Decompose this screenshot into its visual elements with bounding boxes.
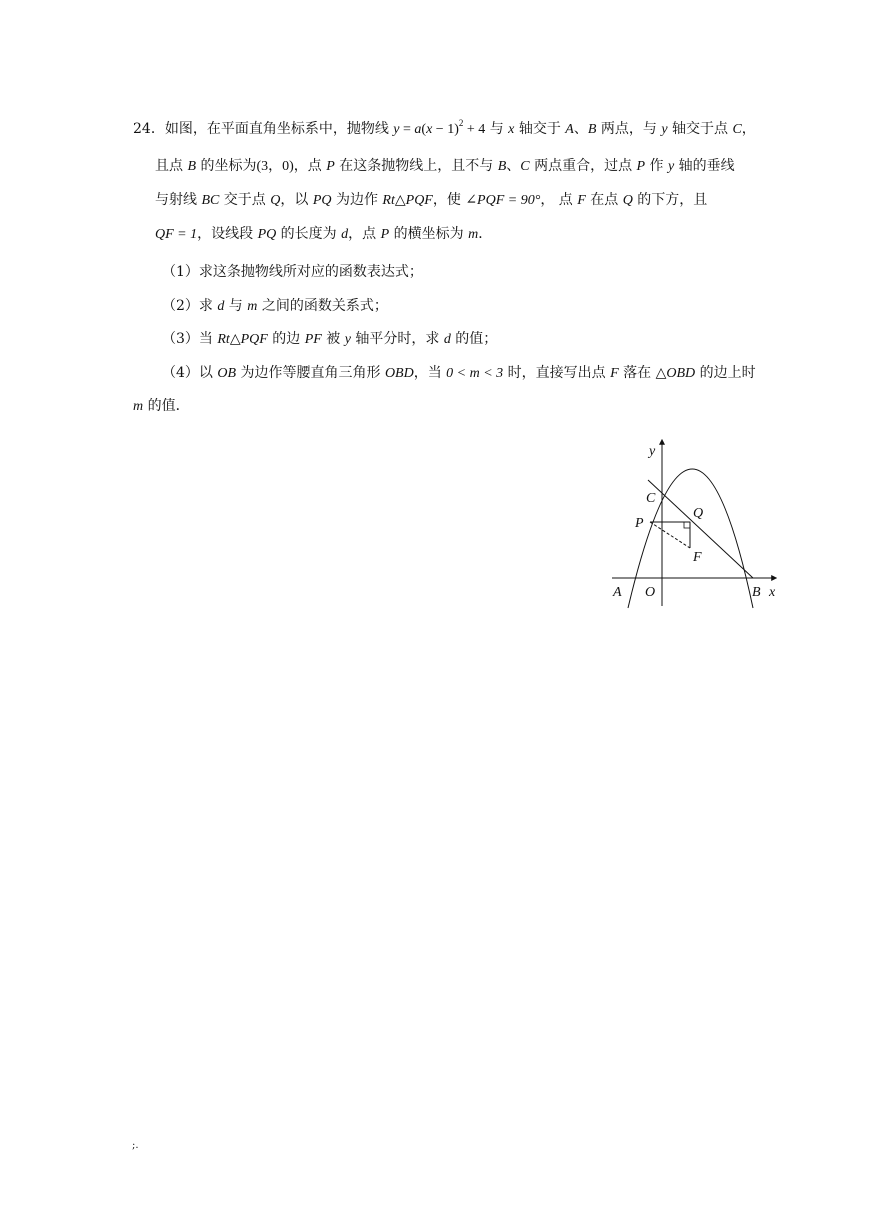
label-q: Q (693, 506, 704, 521)
problem-line-3: 与射线 BC 交于点 Q，以 PQ 为边作 Rt△PQF，使 ∠PQF = 90°， 点 F 在点 Q 的下方，且 (155, 192, 708, 208)
label-f: F (693, 550, 702, 565)
m-range: 0 < m < 3 (446, 366, 504, 381)
label-o: O (645, 585, 656, 600)
problem-number: 24． (133, 121, 165, 137)
point-b-coordinate: (3，0) (256, 159, 294, 174)
footer-mark: ;. (132, 1140, 139, 1151)
right-angle-condition: ∠PQF = 90° (465, 193, 541, 208)
sub-question-1: （1）求这条抛物线所对应的函数表达式； (162, 264, 423, 280)
qf-condition: QF = 1 (155, 227, 198, 242)
label-b: B (752, 585, 761, 600)
label-y: y (649, 444, 656, 459)
problem-line-4: QF = 1，设线段 PQ 的长度为 d，点 P 的横坐标为 m． (155, 226, 493, 242)
label-p: P (635, 516, 644, 531)
problem-line-2: 且点 B 的坐标为(3，0)，点 P 在这条抛物线上，且不与 B、C 两点重合，过点 P 作 y 轴的垂线 (155, 158, 735, 174)
problem-line-1: 24．如图，在平面直角坐标系中，抛物线 $y = a(x - 1)^2 + 4$ 与 x 轴交于 A、B 两点，与 y 轴交于点 C， (133, 118, 756, 137)
sub-question-4-cont: m 的值． (133, 398, 190, 414)
sub-question-4: （4）以 OB 为边作等腰直角三角形 OBD，当 0 < m < 3 时，直接写出点 F 落在 △OBD 的边上时 (162, 365, 756, 381)
parabola-figure (600, 432, 800, 612)
sub-question-2: （2）求 d 与 m 之间的函数关系式； (162, 298, 388, 314)
label-c: C (646, 491, 656, 506)
parabola-equation: y (393, 122, 400, 137)
sub-question-3: （3）当 Rt△PQF 的边 PF 被 y 轴平分时，求 d 的值； (162, 331, 498, 347)
right-angle-marker (684, 522, 690, 528)
label-x: x (769, 585, 776, 600)
label-a: A (613, 585, 622, 600)
